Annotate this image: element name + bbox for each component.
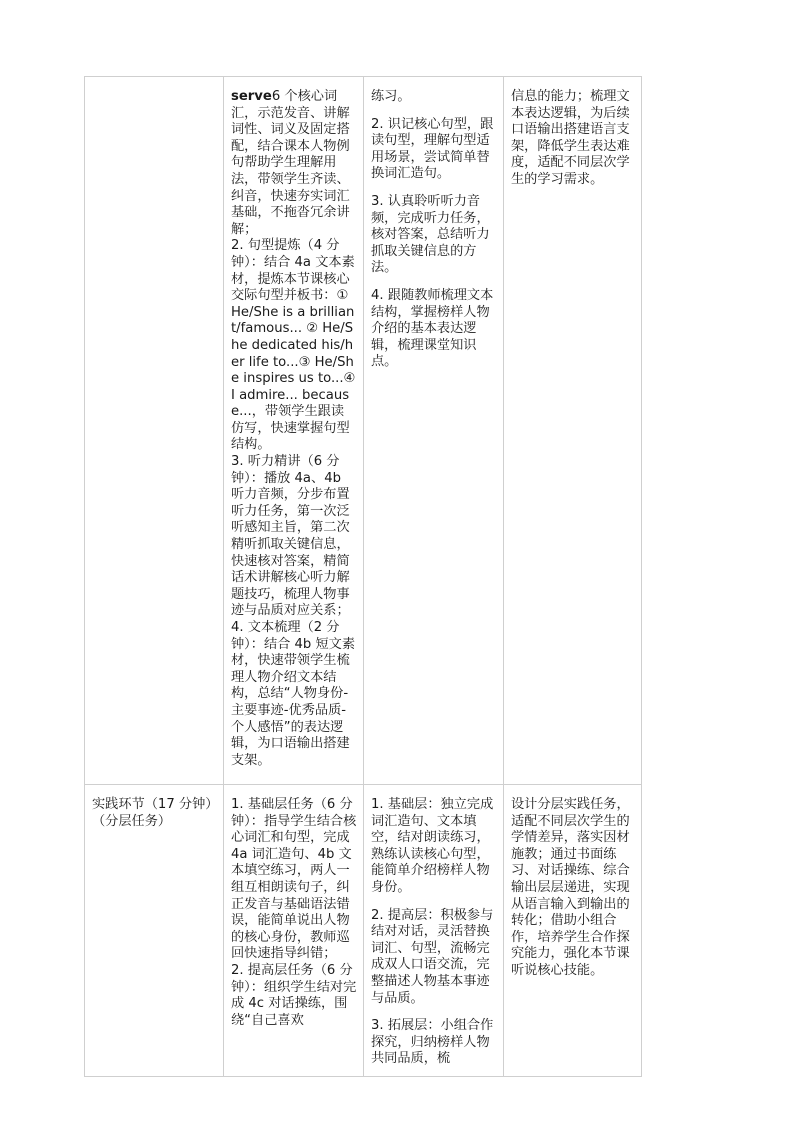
teacher-intro: [231, 89, 357, 238]
student-activity-cell: [364, 77, 504, 785]
student-step: 4. 跟随教师梳理文本结构，掌握榜样人物介绍的基本表达逻辑，梳理课堂知识点。: [371, 287, 494, 370]
teacher-step: 2. 提高层任务（6 分钟）：组织学生结对完成 4c 对话操练，围绕“自己喜欢: [231, 962, 357, 1028]
student-step: 练习。: [371, 89, 411, 104]
table-row: [85, 77, 642, 785]
teacher-step: 3. 听力精讲（6 分钟）：播放 4a、4b 听力音频，分步布置听力任务，第一次泛听感知主旨，第二次精听抓取关键信息，快速核对答案，精简话术讲解核心听力解题技巧，梳理人物事迹与品质对应关系；: [231, 454, 350, 619]
stage-cell: [85, 785, 224, 1077]
keyword-serve: serve: [231, 89, 272, 104]
teacher-activity-cell: [224, 785, 364, 1077]
design-intent-cell: [504, 785, 642, 1077]
student-step: 2. 识记核心句型，跟读句型，理解句型适用场景，尝试简单替换词汇造句。: [371, 116, 494, 182]
stage-label: 实践环节（17 分钟）（分层任务）: [92, 797, 212, 829]
design-intent-cell: [504, 77, 642, 785]
student-step: 3. 拓展层：小组合作探究，归纳榜样人物共同品质，梳: [371, 1018, 494, 1067]
teacher-step: 2. 句型提炼（4 分钟）：结合 4a 文本素材，提炼本节课核心交际句型并板书：① He/She is a brilliant/famous... ② He/She dedicated his/her life to...③ He/She inspires us to...④ I admire... because...，带领学生跟读仿写，快速掌握句型结构。: [231, 238, 356, 453]
student-step: 1. 基础层：独立完成词汇造句、文本填空，结对朗读练习，熟练认读核心句型，能简单介绍榜样人物身份。: [371, 797, 494, 895]
teacher-intro-text: 6 个核心词汇，示范发音、讲解词性、词义及固定搭配，结合课本人物例句帮助学生理解用法，带领学生齐读、纠音，快速夯实词汇基础，不拖沓冗余讲解；: [231, 89, 350, 237]
lesson-plan-table: [84, 76, 642, 1077]
teacher-activity-cell: [224, 77, 364, 785]
student-step: 2. 提高层：积极参与结对对话，灵活替换词汇、句型，流畅完成双人口语交流，完整描述人物基本事迹与品质。: [371, 907, 494, 1006]
design-text: 信息的能力；梳理文本表达逻辑，为后续口语输出搭建语言支架，降低学生表达难度，适配不同层次学生的学习需求。: [511, 89, 630, 187]
teacher-step: 4. 文本梳理（2 分钟）：结合 4b 短文素材，快速带领学生梳理人物介绍文本结构，总结“人物身份-主要事迹-优秀品质-个人感悟”的表达逻辑，为口语输出搭建支架。: [231, 620, 356, 768]
stage-cell: [85, 77, 224, 785]
student-step: 3. 认真聆听听力音频，完成听力任务，核对答案，总结听力抓取关键信息的方法。: [371, 193, 490, 276]
design-text: 设计分层实践任务，适配不同层次学生的学情差异，落实因材施教；通过书面练习、对话操练、综合输出层层递进，实现从语言输入到输出的转化；借助小组合作，培养学生合作探究能力，强化本节课听说核心技能。: [511, 797, 630, 978]
table-row: [85, 785, 642, 1077]
teacher-step: 1. 基础层任务（6 分钟）：指导学生结合核心词汇和句型，完成 4a 词汇造句、4b 文本填空练习，两人一组互相朗读句子，纠正发音与基础语法错误，能简单说出人物的核心身份，教师巡回快速指导纠错；: [231, 797, 357, 962]
student-activity-cell: [364, 785, 504, 1077]
